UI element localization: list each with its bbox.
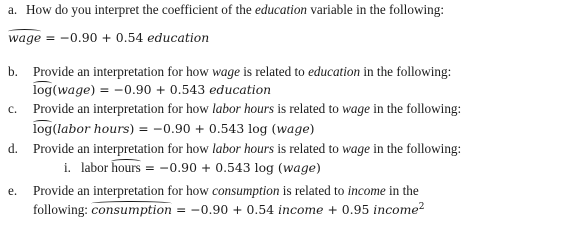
equation-a: wage = −0.90 + 0.54 education	[8, 30, 210, 45]
item-marker: d.	[8, 141, 18, 156]
item-marker: a.	[8, 2, 18, 17]
equation-e: following: consumption = −0.90 + 0.54 income + 0.95 income$^2$	[33, 202, 425, 217]
equation-c: log(labor hours) = −0.90 + 0.543 log (wage)	[33, 121, 315, 136]
question-d: d. Provide an interpretation for how labor hours is related to wage in the following:	[8, 141, 462, 156]
equation-b: log(wage) = −0.90 + 0.543 education	[33, 82, 272, 97]
item-marker: b.	[8, 64, 18, 79]
question-b: b. Provide an interpretation for how wage is related to education in the following:	[8, 64, 452, 79]
question-e: e. Provide an interpretation for how consumption is related to income in the	[8, 183, 419, 198]
question-c: c. Provide an interpretation for how labor hours is related to wage in the following:	[8, 101, 462, 116]
question-a: a. How do you interpret the coefficient of the education variable in the following:	[8, 2, 444, 17]
item-marker: e.	[8, 183, 18, 198]
sub-item-marker: i.	[64, 160, 71, 175]
item-marker: c.	[8, 101, 18, 116]
equation-d-i: i. labor hours = −0.90 + 0.543 log (wage)	[64, 160, 321, 175]
